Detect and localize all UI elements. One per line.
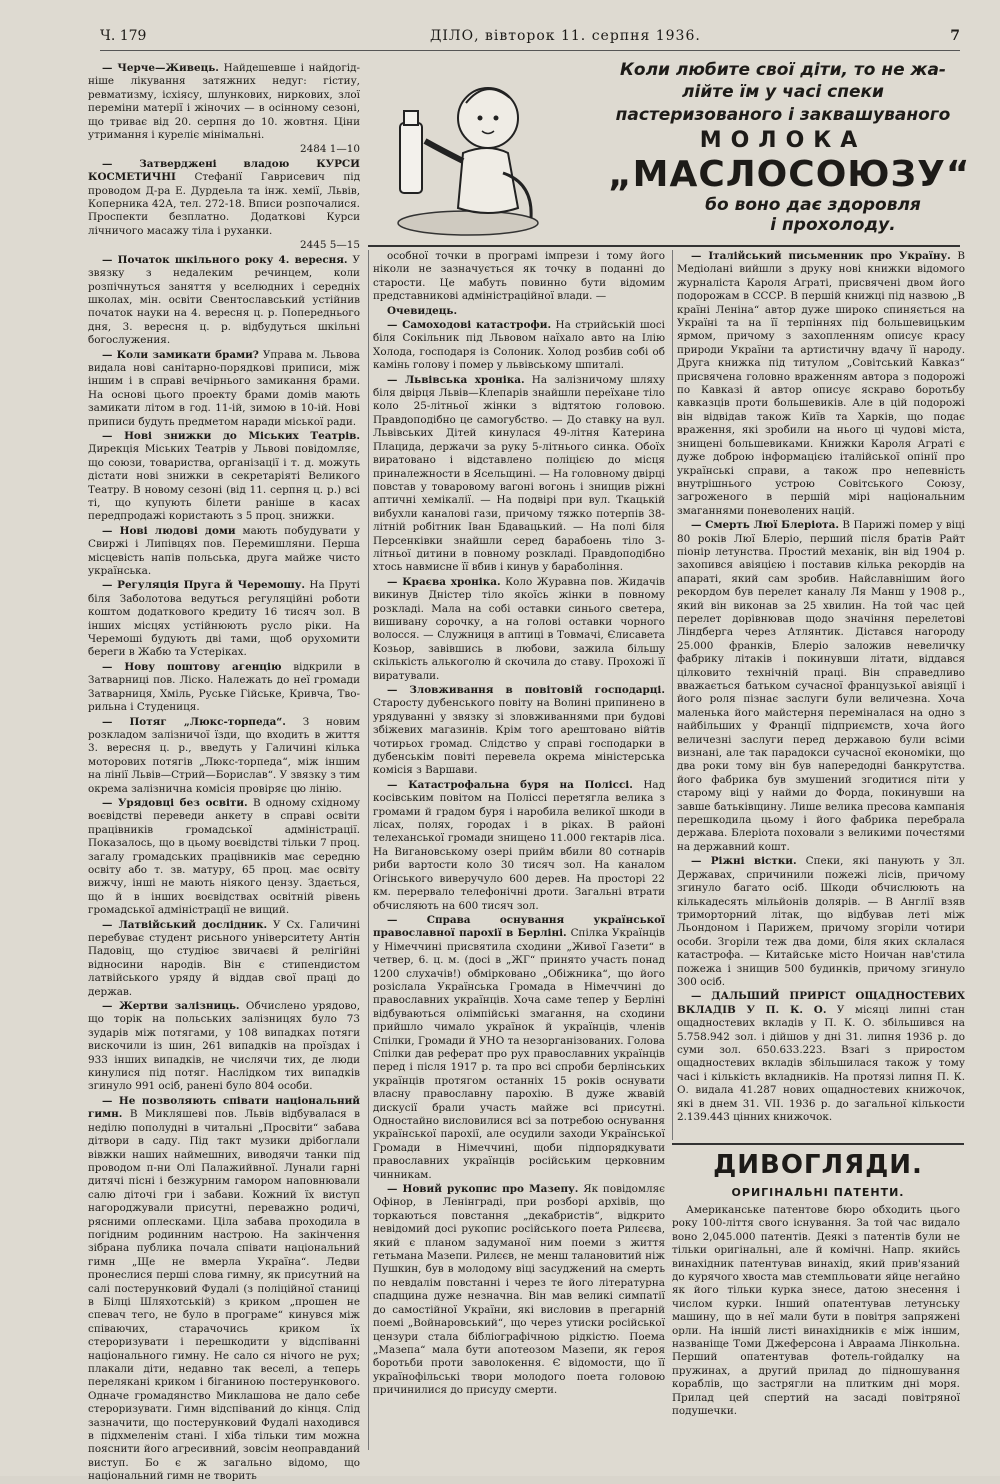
ad-code: 2484 1—10 bbox=[300, 143, 360, 156]
news-item bbox=[88, 254, 360, 348]
column-1 bbox=[88, 62, 361, 1483]
section-title: ДИВОГЛЯДИ. bbox=[713, 1150, 923, 1180]
news-item bbox=[88, 62, 360, 142]
news-headline: — Потяг „Люкс-торпеда“. bbox=[102, 715, 286, 728]
news-body: У Сх. Галичині перебуває студент рисьного університету Антін Падовіц, що студіює звичаєві й релігійні відносини народів. Він є стипендистом латвійського уряду й віддав свої праці до держав. bbox=[88, 918, 360, 998]
news-body: На стрийській шосі біля Сокільник під Львовом наїхало авто на Ілію Холода, господаря із Солоник. Холод розбив собі об камінь голову і помер у львівському шпиталі. bbox=[373, 319, 666, 372]
column-4 bbox=[672, 1204, 960, 1466]
ad-line-7: і прохолоду. bbox=[770, 215, 896, 235]
ad-line-4: МОЛОКА bbox=[699, 128, 867, 153]
news-headline: — Не позволяють співати національний гимн. bbox=[88, 1094, 360, 1121]
news-item bbox=[677, 990, 965, 1124]
news-item bbox=[677, 250, 965, 518]
news-body: мають побудувати у Свиржі і Липівцях пов. Перемишляни. Перша місцевість напів польська, друга майже чисто українська. bbox=[88, 524, 360, 578]
news-body: Дирекція Міських Театрів у Львові повідомляє, що союзи, товариства, організації і т. д. можуть дістати нові знижки в секретаріяті Великого Театру. В новому сезоні (від 11. серпня ц. р.) всі ті, що купують білети раніше в касах передпродажі користають з 5 проц. знижки. bbox=[88, 443, 360, 523]
news-body: В Парижі помер у віці 80 років Люї Блеріо, перший після братів Райт піонір летунства. Простий механік, він від 1904 р. захопився авіяцією і поставив кілька рекордів на апараті, який сам зробив. Найславнішим його рекордом був перелет каналу Ля Манш у 1908 р., який він виконав за 25 хвилин. На той час цей перелет дорівнював щодо значіння перелетові Ліндберга через Атлянтик. Дістався нагороду 25.000 франків, Блеріо заложив невеличку фабрику літаків і покинувши літати, віддався цілковито технічній праці. Він справедливо вважається батьком сучасної французької авіяції і його роля пізнає заслуги були величезна. Хоча маленька його майстерня переміналася на одно з найбільших у Франції підприємств, хоча його величезні заслуги перед державою були всіми визнані, але так парадокси сучасної економіки, що два роки тому він був напередодні банкрутства. його фабрика був змушений згодитися піти у старому віці у найми до Форда, покинувши на завше батьківщину. Лише велика пресова кампанія перешкодила цьому і його фабрика перебрала держава. Блеріота поховали з великими почестями на державний кошт. bbox=[677, 519, 965, 853]
news-item bbox=[677, 855, 965, 989]
news-item bbox=[88, 579, 360, 659]
news-body: Спілка Українців у Німеччині присвятила сходини „Живої Газети“ в четвер, 6. ц. м. (досі в „ЖГ“ принято участь понад 1200 слухачів!) обмірковано „Обіжника“, що його розіслала Українська Громада в Німеччині до православних українців. Хоча саме тепер у Берліні відбуваються олімпійські змагання, на сходини прийшло чимало українок й українців, членів Спілки, Громади й УНО та незорганізованих. Голова Спілки дав реферат про рух православних українців перед і після 1917 р. та про всі спроби берлінських українців протягом останніх 15 років оснувати власну православну парохію. В дуже жвавій дискусії брали участь майже всі присутні. Одностайно висловилися всі за потребою оснування української парохії, але осудили заходи Української Громади в Німеччині, щоби підпорядкувати православних українців російським церковним чинникам. bbox=[373, 927, 665, 1181]
news-body: У звязку з недалеким речинцем, коли розпічнуться заняття у вселюдних і середніх школах, мін. освіти Свентославський устійнив початок науки на 4. вересня ц. р. Попереднього дня, 3. вересня ц. р. відбудуться шкільні богослужения. bbox=[88, 253, 360, 347]
news-body: В Медіолані вийшли з друку нові книжки відомого журналіста Кароля Аграті, присвячені двом його подорожам в СССР. В першій книжці під назвою „В країні Леніна“ автор дуже широко спиняється на Україні та на її терпіннях під большевицьким ярмом, причому з захопленням описує красу природи України та артистичну вдачу її народу. Друга книжка під титулом „Совітський Кавказ“ присвячена головно враженням автора з подорожі по Кавказі й автор описує яскраво боротьбу кавказців проти большевиків. Але в цій подорожі він відвідав також Київ та Харків, що подає враження, які зробили на нього ці чудові міста, знищені большевиками. Книжки Кароля Аграті є дуже доброю інформацією італійської опінії про українські справи, а також про непевність внутрішнього устрою Совітського Союзу, загроженого в першій мірі національним змаганнями поневолених націй. bbox=[677, 250, 965, 517]
news-body: Американське патентове бюро обходить цього року 100-ліття свого існування. За той час видало воно 2,045.000 патентів. Деякі з патентів були не тільки оригінальні, але й комічні. Напр. якийсь винахідник патентував винахід, який прив'язаний до курячого хвоста мав стемпльовати яйце негайно як його тільки курка знесе, датою знесення і числом курки. Інший опатентував летунську машину, що в неї мали бути в повітря запряжені орли. На іншій листі винахідників є між іншим, названіще Томи Джеферсона і Авраама Лінкольна. Перший опатентував фотель-гойдалку на пружинах, а другий прилад до підношування кораблів, що застрягли на плитким дні моря. Прилад цей спертий на засаді повітряної подушечки. bbox=[672, 1204, 960, 1418]
news-body: Як повідомляє Офінор, в Ленінграді, при розборі архівів, що торкаються повстання „декабристів“, відкрито невідомий досі рукопис російського поета Рилєєва, який є планом задуманої ним поеми з життя гетьмана Мазепи. Рилєєв, не менш талановитий ніж Пушкин, був в молодому віці засуджений на смерть по невдалім повстанні і через те його літературна спадщина дуже незначна. Він мав великі симпатії до самостійної України, які висловив в прегарній поемі „Войнаровський“, що через утиски російської цензури стала бібліографічною рідкістю. Поема „Мазепа“ мала бути апотеозом Мазепи, як героя боротьби проти заволокення. Є відомости, що її українофільські твори молодого поета головою причинилися до присуду смерти. bbox=[373, 1183, 665, 1397]
news-item bbox=[88, 1000, 360, 1094]
news-headline: — Справа оснування української православної парохії в Берліні. bbox=[373, 913, 665, 940]
column-2 bbox=[368, 250, 665, 1450]
news-item bbox=[373, 374, 665, 575]
news-headline: — Самоходові катастрофи. bbox=[387, 319, 552, 332]
news-item bbox=[373, 684, 665, 778]
news-headline: — Нові людові доми bbox=[102, 524, 236, 537]
news-body: У місяці липні стан ощадностевих вкладів у П. К. О. збільшився на 5.758.942 зол. і дійшов у дні 31. липня 1936 р. до суми зол. 650.633.223. Взагі з приростом ощадностевих вкладів збільшилася також у тому часі і кількість вкладників. На протязі липня П. К. О. видала 41.287 нових ощадностевих книжочок, які в днем 31. VII. 1936 р. до загальної кількости 2.139.443 цінних книжочок. bbox=[677, 1003, 965, 1123]
news-headline: — Затверджені владою КУРСИ КОСМЕТИЧНІ bbox=[88, 157, 360, 184]
news-headline: — Італійський письменник про Україну. bbox=[691, 250, 951, 262]
news-item bbox=[88, 349, 360, 429]
news-item bbox=[373, 250, 665, 304]
news-body: Коло Журавна пов. Жидачів викинув Дністер тіло якоїсь жінки в повному розкладі. Мала на собі оставки синього светера, вишивану сорочку, а на голові оставки чорного волосся. — Служниця в аптиці в Товмачі, Єлисавета Козьор, завівшись в любови, зажила більшу скількість алькоголю й скочила до ставу. Прохожі її виратували. bbox=[373, 575, 665, 682]
news-item bbox=[88, 716, 360, 796]
news-item bbox=[373, 1183, 665, 1398]
column-3 bbox=[672, 250, 965, 1140]
section-divider bbox=[672, 1143, 964, 1145]
news-headline: Очевидець. bbox=[387, 304, 458, 317]
page-number: 7 bbox=[950, 28, 960, 44]
milk-advertisement bbox=[368, 55, 971, 247]
news-item bbox=[373, 305, 665, 318]
baby-with-bottle-illustration bbox=[388, 73, 538, 238]
news-item bbox=[88, 797, 360, 918]
news-headline: — Латвійський дослідник. bbox=[102, 918, 268, 931]
news-item bbox=[373, 914, 665, 1182]
section-subtitle: ОРИГІНАЛЬНІ ПАТЕНТИ. bbox=[731, 1186, 905, 1199]
news-headline: — ДАЛЬШИЙ ПРИРІСТ ОЩАДНОСТЕВИХ ВКЛАДІВ У П. К. О. bbox=[677, 990, 965, 1016]
news-item bbox=[88, 661, 360, 715]
news-item bbox=[88, 430, 360, 524]
news-item bbox=[677, 519, 965, 854]
news-headline: — Урядовці без освіти. bbox=[102, 796, 248, 809]
news-body: Обчислено урядово, що торік на польських залізницях було 73 зударів між потягами, у 108 випадках потяги вискочили із шин, 261 випадків на проїздах і 933 інших випадків, не числячи тих, де люди кинулися під потяг. Наслідком тих випадків згинуло 991 осіб, ранені було 804 особи. bbox=[88, 1000, 360, 1093]
news-headline: — Катастрофальна буря на Поліссі. bbox=[387, 778, 633, 791]
news-headline: — Нову поштову агенцію bbox=[102, 660, 282, 673]
ad-code: 2445 5—15 bbox=[300, 239, 360, 252]
news-item bbox=[672, 1204, 960, 1419]
ad-line-2: лійте їм у часі спеки bbox=[682, 82, 884, 102]
news-item bbox=[88, 158, 360, 238]
news-headline: — Жертви залізниць. bbox=[102, 1000, 240, 1013]
news-body: В Микляшеві пов. Львів відбувалася в неділю пополудні в читальні „Просвіти“ забава дітвори в саду. Під такт музики дрібоглали вівжки наших наймешних, виводячи танки під проводом п-ни Олі Палажийвної. Лунали гарні дитячі пісні і безжурним гамором наповнювали салю діточі гри і забави. Кожний їх виступ нагороджували присутні, переважно родичі, рясними оплесками. Ціла забава проходила в погідним родинним настрою. На закінчення зібрана публика почала співати національний гимн „Ще не вмерла Україна“. Ледви пронеслися перші слова гимну, як присутний на салі постерунковий Фудалі (з поліційної станиці в Білці Шляхотській) з криком „прошен не спевач тего, не було в програме“ кинувся між співаючих, старачочись криком їх стероризувати і перешкодити у відспіванні національного гимну. Не сало ся нічого не рух; плакали діти, недавно так веселі, а теперь перелякані криком і біганиною постерункового. Одначе громадянство Миклашова не дало себе стероризувати. Гимн відспіваний до кінця. Слід зазначити, що постерунковий Фудалі находився в підхмеленім стані. І хіба тільки тим можна пояснити його агресивний, зовсім неоправданий виступ. Бо є ж загально відомо, що національний гимн не творить bbox=[88, 1108, 360, 1483]
news-body: Управа м. Львова видала нові санітарно-порядкові приписи, між іншим і в справі вечірнього замикання брами. На основі цього проекту брами домів мають замикати літом в год. 11-ій, зимою в 10-ій. Нові приписи будуть предметом наради міської ради. bbox=[88, 348, 360, 428]
news-item bbox=[373, 779, 665, 913]
page-header bbox=[100, 28, 960, 51]
news-headline: — Ріжні вістки. bbox=[691, 855, 797, 868]
news-headline: — Регуляція Пруга й Черемошу. bbox=[102, 579, 305, 592]
masthead-date: ДІЛО, вівторок 11. серпня 1936. bbox=[430, 28, 701, 44]
news-body: На залізничому шляху біля двірця Львів—Клепарів знайшли переїхане тіло коло 25-літньої жінки з відтятою головою. Правдоподібно це самогубство. — До ставку на вул. Львівських Дітей кинулася 49-літня Катерина Плацида, держачи за руку 5-літнього синка. Обоїх виратовано і відставлено поліцією до місця приналежности в Ясельщині. — На головному двірці повстав у товаровому вагоні вогонь і знищив ріжні аптичні хемікалії. — На подвірі при вул. Ткацькій вибухли каналові гази, причому тяжко потерпів 38-літній робітник Іван Бдавацький. — На полі біля Персенківки знайшли серед барабоень тіло 3-літньої дитини в повному розкладі. Правдоподібно хтось навмисне її вбив і кинув у барабоління. bbox=[373, 373, 665, 574]
ad-text bbox=[608, 59, 971, 235]
news-body: На Пруті біля Заболотова ведуться регуляційні роботи коштом додаткового кредиту 16 тисяч зол. В інших місцях устійнюють русло ріки. На Черемоші будують дві тами, щоб орухомити береги в Жабю та Устеріках. bbox=[88, 579, 360, 659]
ad-line-1: Коли любите свої діти, то не жа- bbox=[620, 60, 946, 80]
ad-line-6: бо воно дає здоровля bbox=[705, 195, 921, 215]
news-body: Старосту дубенського повіту на Волині припинено в урядуванні у звязку зі зловживаннями при будові збіжевих магазинів. Крім того арештовано війтів чотирьох громад. Слідство у справі господарки в дубенськім повіті перевела окрема міністерська комісія з Варшави. bbox=[373, 697, 665, 777]
news-headline: — Львівська хроніка. bbox=[387, 373, 525, 386]
news-body: Над косівським повітом на Поліссі перетягла велика з громами й градом буря і наробила великої шкоди в лісах, полях, городах і в ріках. В районі телеханської громади знищено 11.000 гектарів ліса. На Вигановському озері прийм вбили 80 сотнарів риби вартости коло 30 тисяч зол. На каналом Огінського виверучуло 600 дерев. На просторі 22 км. перервало телефонічні дроти. Загальні втрати обчисляють на 600 тисяч зол. bbox=[373, 778, 665, 912]
ad-line-3: пастеризованого і заквашуваного bbox=[615, 105, 951, 125]
news-item bbox=[88, 525, 360, 579]
news-body: Спеки, які панують у Зл. Державах, спричинили пожежі лісів, причому згинуло багато осіб. Шкоди обчислюють на кількадесять мільйонів долярів. — В Англії взяв триморторний літак, що відбував леті між Льондоном і Парижем, причому згоріли чотири особи. Згоріли теж два доми, біля яких склалася катастрофа. — Китайське місто Ноичан нав'стила пожежа і знищив 500 будинків, причому згинуло 300 осіб. bbox=[677, 855, 965, 988]
news-headline: — Коли замикати брами? bbox=[102, 348, 259, 361]
news-headline: — Початок шкільного року 4. вересня. bbox=[102, 253, 348, 266]
news-body: відкрили в Затварниці пов. Ліско. Належать до неї громади Затварниця, Хміль, Руське Гійське, Кривча, Тво-рильна і Студениця. bbox=[88, 660, 361, 714]
news-headline: — Смерть Люї Блеріота. bbox=[691, 519, 839, 532]
news-headline: — Краєва хроніка. bbox=[387, 575, 501, 588]
news-item bbox=[373, 576, 665, 683]
news-body: В одному східному воєвідстві переведи анкету в справі освіти працівників громадської адміністрації. Показалось, що в цьому воєвідстві тільки 7 проц. загалу громадських працівників має середню освіту або т. зв. матуру, 65 проц. має освіту вижчу, інші не мають ніякого цензу. Здається, що й в інших воєвідствах освітній рівень громадської адміністрації не вищий. bbox=[88, 796, 360, 917]
issue-number: Ч. 179 bbox=[100, 28, 147, 44]
news-item bbox=[373, 319, 665, 373]
news-headline: — Новий рукопис про Мазепу. bbox=[387, 1183, 579, 1196]
ad-brand: „МАСЛОСОЮЗУ“ bbox=[608, 154, 971, 195]
news-item bbox=[88, 919, 360, 999]
news-item bbox=[88, 1095, 360, 1484]
news-body: Найдешевше і найдогід-ніше лікування затяжних недуг: гістиу, ревматизму, ісхіясу, шлункових, ниркових, злої переміни матерії і жіночих — в осінному сезоні, що триває від 20. серпня до 10. жовтня. Ціни утримання і куреліє мінімальні. bbox=[88, 62, 360, 142]
news-headline: — Нові знижки до Міських Театрів. bbox=[102, 429, 360, 442]
news-body: З новим розкладом залізничої їзди, що входить в життя 3. вересня ц. р., введуть у Галичині кілька моторових потягів „Люкс-торпеда“, між іншим на лінії Львів—Стрий—Борислав“. У звязку з тим окрема залізнична комісія провіряє цю лінію. bbox=[88, 715, 361, 795]
news-headline: — Зловживання в повітовій господарці. bbox=[387, 684, 665, 696]
news-body: особної точки в програмі імпрези і тому його ніколи не зазначується як точку в поданні до старости. Це мабуть повинно бути відомим представникові адміністраційної влади. — bbox=[373, 250, 665, 303]
news-headline: — Черче—Живець. bbox=[102, 62, 219, 74]
news-body: Стефанії Гаврисевич під проводом Д-ра Е. Дурдеьла та інж. хемії, Львів, Коперника 42А, тел. 272-18. Вписи розпочалися. Проспекти безплатно. Додаткові Курси лічничого масажу тіла і руханки. bbox=[88, 171, 360, 237]
